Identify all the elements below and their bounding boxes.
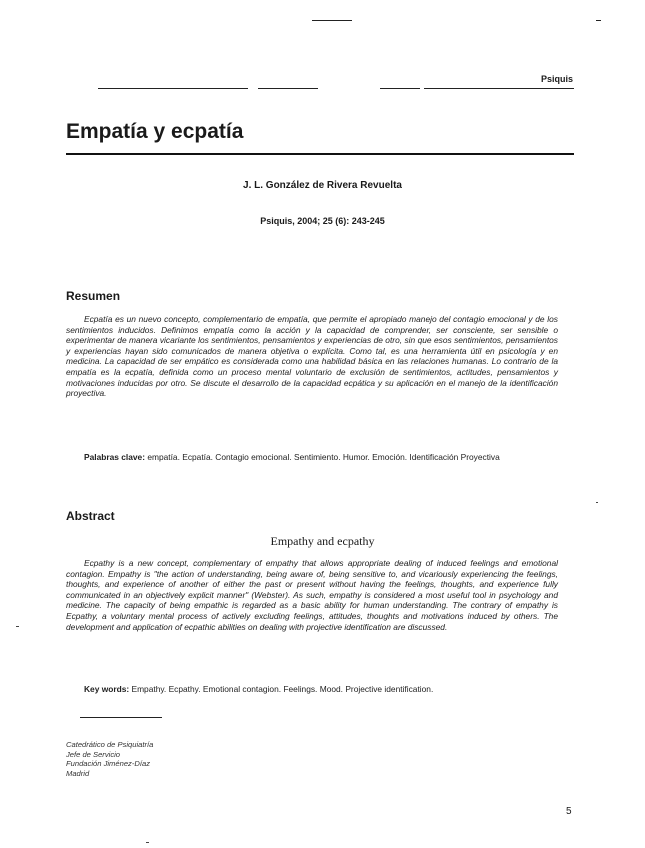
author: J. L. González de Rivera Revuelta [243, 180, 402, 191]
scan-speck [146, 842, 149, 843]
abstract-keywords-list: Empathy. Ecpathy. Emotional contagion. Feelings. Mood. Projective identification. [131, 684, 434, 694]
abstract-keywords [84, 684, 558, 695]
running-header: Psiquis [540, 74, 573, 84]
resumen-heading: Resumen [66, 289, 121, 303]
scan-speck [16, 626, 19, 627]
footnote-line: Jefe de Servicio [66, 749, 121, 759]
scan-speck [596, 502, 598, 503]
header-dashes-left [98, 88, 248, 89]
page-number: 5 [566, 806, 572, 817]
resumen-keywords-label: Palabras clave: [84, 452, 145, 462]
abstract-heading: Abstract [66, 509, 115, 523]
footnote-line: Madrid [66, 768, 90, 778]
footnote [66, 740, 153, 778]
title-rule [66, 153, 574, 155]
footnote-line: Catedrático de Psiquiatría [66, 740, 154, 749]
header-dashes-mid [258, 88, 318, 89]
abstract-title: Empathy and ecpathy [270, 534, 375, 548]
citation: Psiquis, 2004; 25 (6): 243-245 [260, 216, 385, 226]
resumen-keywords [84, 452, 558, 463]
resumen-text: Ecpatía es un nuevo concepto, complementario de empatía, que permite el apropiado manejo del contagio emocional y de los sentimientos inducidos. Definimos empatía como la acción y la capacidad de comprender, ser consciente, ser sensible o experimentar de manera vicariante los sentimientos, pensamientos y experiencias de otro, sin que esos sentimientos, pensamientos y experiencias hayan sido comunicados de manera objetiva o explícita. Como tal, es una herramienta útil en psicología y en medicina. La capacidad de ser empático es considerada como una habilidad básica en las relaciones humanas. Lo contrario de la empatía es la ecpatía, definida como un proceso mental voluntario de exclusión de sentimientos, actitudes, pensamientos y motivaciones inducidas por otro. Se discute el desarrollo de la capacidad ecpática y su aplicación en el manejo de la identificación proyectiva. [66, 314, 558, 399]
resumen-keywords-list: empatía. Ecpatía. Contagio emocional. Sentimiento. Humor. Emoción. Identificación Proyectiva [147, 452, 500, 462]
abstract-keywords-label: Key words: [84, 684, 130, 694]
header-dashes-mid2 [380, 88, 420, 89]
footnote-rule [80, 717, 162, 718]
footnote-line: Fundación Jiménez-Díaz [66, 759, 150, 769]
header-rule [424, 88, 574, 89]
top-right-mark [596, 20, 601, 21]
abstract-text: Ecpathy is a new concept, complementary of empathy that allows appropriate dealing of induced feelings and emotional contagion. Empathy is "the action of understanding, being aware of, being sensitive to, and vicariously experiencing the feelings, thoughts, and experience of another of either the past or present without having the feelings, thoughts, and experience fully communicated in an objectively explicit manner" (Webster). As such, empathy is considered a most useful tool in psychology and medicine. The capacity of being empathic is regarded as a basic ability for human understanding. The contrary of empathy is Ecpathy, a voluntary mental process of actively excluding feelings, attitudes, thoughts and motivations induced by others. The development and application of ecpathic abilities on dealing with projective identification are discussed. [66, 558, 558, 632]
top-scan-mark [312, 20, 352, 21]
page-title: Empatía y ecpatía [66, 120, 244, 143]
